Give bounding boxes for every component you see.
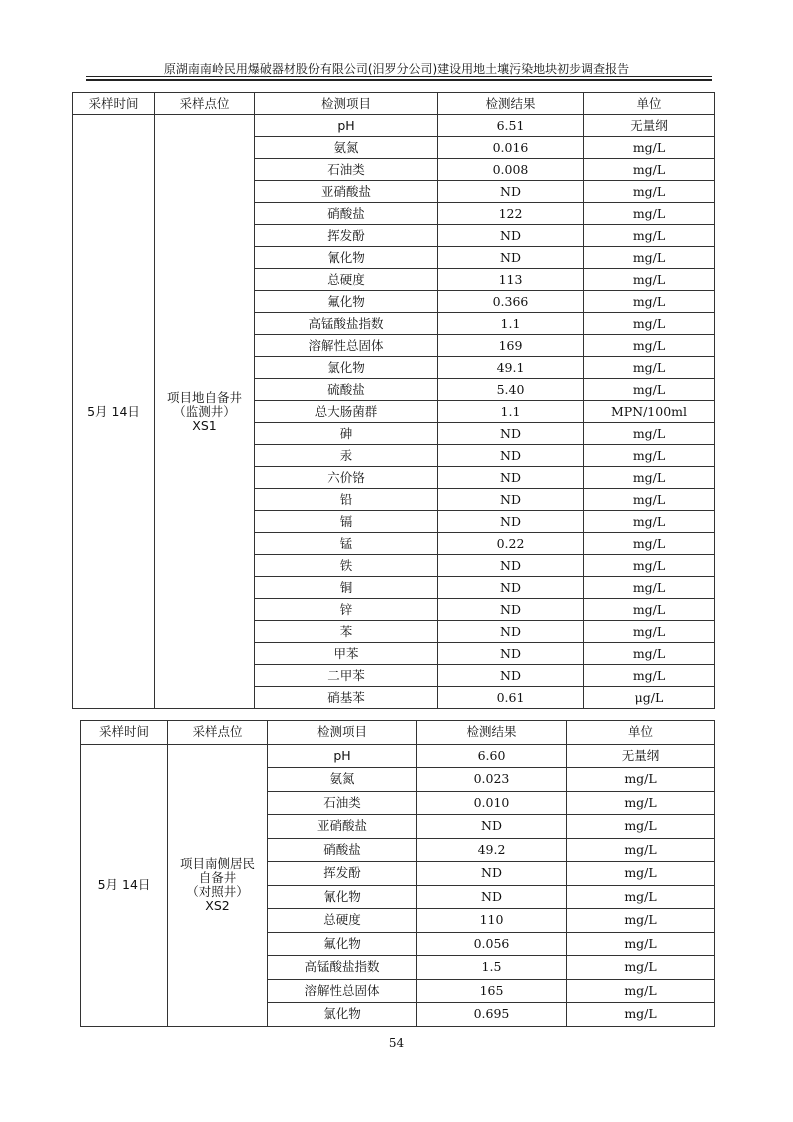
test-item: 氟化物	[255, 291, 438, 313]
col-header-location: 采样点位	[168, 721, 268, 745]
test-unit: mg/L	[584, 621, 715, 643]
test-item: 铁	[255, 555, 438, 577]
col-header-result: 检测结果	[417, 721, 567, 745]
test-item: 亚硝酸盐	[255, 181, 438, 203]
test-result: ND	[438, 489, 584, 511]
test-item: 甲苯	[255, 643, 438, 665]
test-result: 0.366	[438, 291, 584, 313]
col-header-unit: 单位	[584, 93, 715, 115]
col-header-time: 采样时间	[81, 721, 168, 745]
header-rule-thin	[86, 76, 712, 77]
test-result: ND	[417, 815, 567, 839]
test-result: 49.1	[438, 357, 584, 379]
results-table-xs1	[72, 92, 715, 709]
test-unit: 无量纲	[584, 115, 715, 137]
test-item: 硝基苯	[255, 687, 438, 709]
test-item: 高锰酸盐指数	[268, 956, 417, 980]
test-item: 汞	[255, 445, 438, 467]
col-header-item: 检测项目	[255, 93, 438, 115]
sample-location-line: 自备井	[198, 870, 237, 885]
test-item: 高锰酸盐指数	[255, 313, 438, 335]
test-item: 六价铬	[255, 467, 438, 489]
sample-location-line: 项目南侧居民	[179, 856, 255, 871]
test-result: 0.22	[438, 533, 584, 555]
test-result: ND	[438, 467, 584, 489]
test-result: 169	[438, 335, 584, 357]
test-unit: 无量纲	[567, 744, 715, 768]
test-item: 镉	[255, 511, 438, 533]
test-unit: mg/L	[584, 357, 715, 379]
test-unit: mg/L	[567, 909, 715, 933]
test-result: 1.1	[438, 313, 584, 335]
test-item: 氯化物	[268, 1003, 417, 1027]
sample-location	[155, 115, 255, 709]
test-unit: mg/L	[584, 643, 715, 665]
results-table-xs2	[80, 720, 715, 1027]
test-unit: mg/L	[567, 768, 715, 792]
test-item: 总硬度	[255, 269, 438, 291]
test-result: 0.016	[438, 137, 584, 159]
test-unit: mg/L	[567, 932, 715, 956]
test-item: 铅	[255, 489, 438, 511]
sample-location-line: XS1	[192, 417, 217, 433]
col-header-location: 采样点位	[155, 93, 255, 115]
test-result: 165	[417, 979, 567, 1003]
test-unit: mg/L	[584, 423, 715, 445]
test-result: ND	[438, 181, 584, 203]
test-unit: mg/L	[584, 445, 715, 467]
col-header-item: 检测项目	[268, 721, 417, 745]
test-result: ND	[438, 599, 584, 621]
test-result: ND	[438, 247, 584, 269]
test-result: 113	[438, 269, 584, 291]
table-row	[81, 744, 715, 768]
col-header-result: 检测结果	[438, 93, 584, 115]
page-number: 54	[388, 1036, 405, 1050]
test-item: 总硬度	[268, 909, 417, 933]
test-unit: mg/L	[567, 838, 715, 862]
test-result: ND	[417, 885, 567, 909]
table-header-row	[73, 93, 715, 115]
test-unit: mg/L	[584, 247, 715, 269]
test-unit: mg/L	[584, 511, 715, 533]
test-unit: mg/L	[584, 379, 715, 401]
test-unit: MPN/100ml	[584, 401, 715, 423]
test-unit: mg/L	[584, 313, 715, 335]
col-header-time: 采样时间	[73, 93, 155, 115]
col-header-unit: 单位	[567, 721, 715, 745]
test-unit: mg/L	[584, 181, 715, 203]
test-unit: mg/L	[584, 291, 715, 313]
sample-location-line: （监测井）	[173, 403, 236, 419]
test-item: 二甲苯	[255, 665, 438, 687]
test-unit: mg/L	[584, 137, 715, 159]
test-item: 锰	[255, 533, 438, 555]
test-unit: mg/L	[584, 269, 715, 291]
test-unit: mg/L	[567, 885, 715, 909]
header-rule-thick	[86, 79, 712, 81]
test-item: 溶解性总固体	[255, 335, 438, 357]
test-result: ND	[417, 862, 567, 886]
test-item: 硫酸盐	[255, 379, 438, 401]
test-result: 6.51	[438, 115, 584, 137]
test-item: pH	[268, 744, 417, 768]
test-unit: mg/L	[567, 862, 715, 886]
test-item: 总大肠菌群	[255, 401, 438, 423]
test-item: 氯化物	[255, 357, 438, 379]
test-item: 石油类	[268, 791, 417, 815]
test-item: 苯	[255, 621, 438, 643]
test-item: 砷	[255, 423, 438, 445]
test-unit: μg/L	[584, 687, 715, 709]
test-unit: mg/L	[584, 335, 715, 357]
test-unit: mg/L	[584, 489, 715, 511]
test-result: 122	[438, 203, 584, 225]
sample-location-line: XS2	[205, 898, 230, 913]
test-unit: mg/L	[567, 956, 715, 980]
test-item: 硝酸盐	[255, 203, 438, 225]
test-unit: mg/L	[584, 203, 715, 225]
test-result: ND	[438, 511, 584, 533]
test-unit: mg/L	[567, 791, 715, 815]
test-unit: mg/L	[567, 979, 715, 1003]
test-result: 6.60	[417, 744, 567, 768]
test-result: 0.056	[417, 932, 567, 956]
test-result: ND	[438, 555, 584, 577]
test-result: ND	[438, 577, 584, 599]
test-item: 铜	[255, 577, 438, 599]
test-unit: mg/L	[584, 665, 715, 687]
test-item: 氨氮	[268, 768, 417, 792]
test-result: 1.5	[417, 956, 567, 980]
test-unit: mg/L	[584, 599, 715, 621]
test-item: 氰化物	[268, 885, 417, 909]
test-result: ND	[438, 225, 584, 247]
test-item: 氰化物	[255, 247, 438, 269]
test-result: ND	[438, 665, 584, 687]
test-item: 挥发酚	[268, 862, 417, 886]
test-unit: mg/L	[567, 1003, 715, 1027]
test-result: 5.40	[438, 379, 584, 401]
test-result: 0.010	[417, 791, 567, 815]
sample-location-line: 项目地自备井	[166, 389, 242, 405]
test-result: ND	[438, 621, 584, 643]
test-result: 1.1	[438, 401, 584, 423]
test-result: 110	[417, 909, 567, 933]
test-result: 0.61	[438, 687, 584, 709]
test-item: 氨氮	[255, 137, 438, 159]
test-item: 溶解性总固体	[268, 979, 417, 1003]
test-unit: mg/L	[567, 815, 715, 839]
test-item: 挥发酚	[255, 225, 438, 247]
test-unit: mg/L	[584, 555, 715, 577]
test-result: 49.2	[417, 838, 567, 862]
sample-location	[168, 744, 268, 1026]
test-result: ND	[438, 445, 584, 467]
table-row	[73, 115, 715, 137]
page-header: 原湖南南岭民用爆破器材股份有限公司(汨罗分公司)建设用地土壤污染地块初步调查报告	[163, 62, 630, 76]
sample-location-line: （对照井）	[186, 884, 249, 899]
test-item: 氟化物	[268, 932, 417, 956]
test-unit: mg/L	[584, 467, 715, 489]
test-unit: mg/L	[584, 159, 715, 181]
sample-date: 5月 14日	[73, 115, 155, 709]
test-result: 0.695	[417, 1003, 567, 1027]
test-item: 硝酸盐	[268, 838, 417, 862]
test-result: 0.023	[417, 768, 567, 792]
test-unit: mg/L	[584, 533, 715, 555]
test-item: 锌	[255, 599, 438, 621]
test-item: 亚硝酸盐	[268, 815, 417, 839]
test-item: pH	[255, 115, 438, 137]
test-item: 石油类	[255, 159, 438, 181]
sample-date: 5月 14日	[81, 744, 168, 1026]
test-unit: mg/L	[584, 225, 715, 247]
table-header-row	[81, 721, 715, 745]
test-result: ND	[438, 643, 584, 665]
test-result: ND	[438, 423, 584, 445]
test-unit: mg/L	[584, 577, 715, 599]
test-result: 0.008	[438, 159, 584, 181]
